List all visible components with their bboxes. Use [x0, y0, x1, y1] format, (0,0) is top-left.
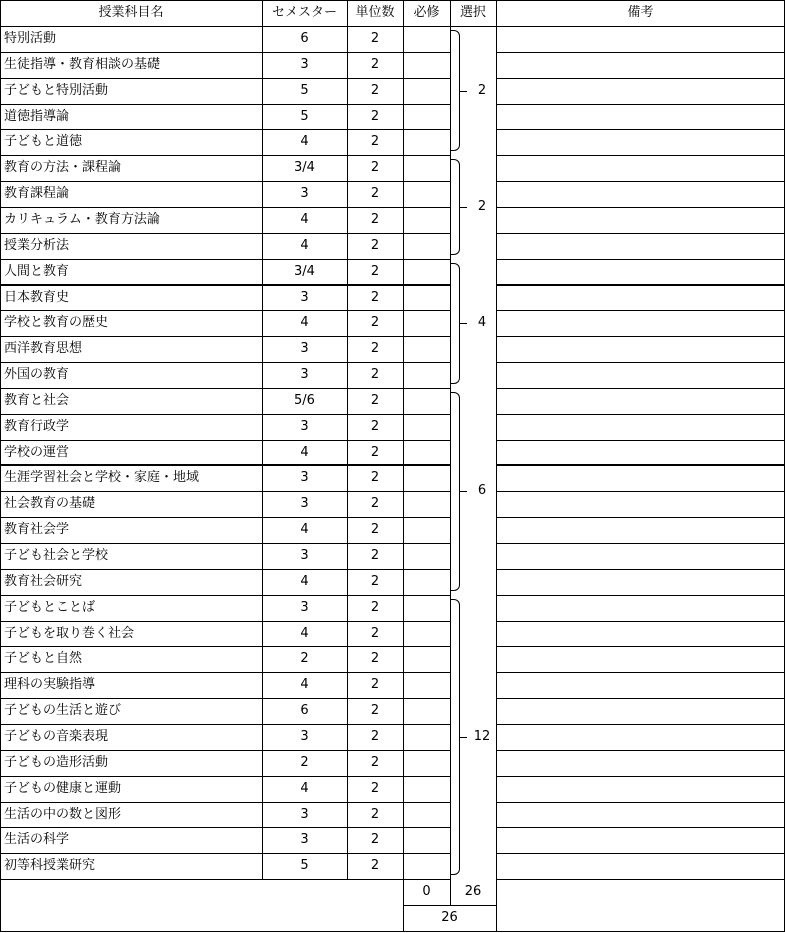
- cell-credits: 2: [370, 754, 380, 770]
- grid-hline: [0, 517, 451, 518]
- cell-semester: 3: [300, 56, 309, 72]
- cell-credits: 2: [370, 289, 380, 305]
- grid-hline: [496, 388, 785, 389]
- grid-hline: [0, 233, 451, 234]
- table-row: [0, 465, 785, 491]
- grid-hline: [496, 517, 785, 518]
- cell-subject: 教育課程論: [4, 186, 70, 202]
- table-row: [0, 310, 785, 336]
- grid-hline: [0, 207, 451, 208]
- group-bracket-tick: [460, 91, 467, 92]
- grid-hline: [0, 310, 451, 311]
- grid-hline: [496, 879, 785, 880]
- grid-hline: [496, 207, 785, 208]
- cell-credits: 2: [370, 392, 380, 408]
- cell-credits: 2: [370, 418, 380, 434]
- cell-semester: 3: [300, 728, 309, 744]
- cell-credits: 2: [370, 444, 380, 460]
- cell-credits: 2: [370, 237, 380, 253]
- group-bracket: [451, 392, 460, 591]
- cell-semester: 4: [300, 315, 309, 331]
- header-remarks: 備考: [627, 5, 654, 20]
- grid-hline: [0, 104, 451, 105]
- group-elective-credits: 12: [473, 728, 491, 744]
- grid-hline: [496, 78, 785, 79]
- table-row: [0, 517, 785, 543]
- grid-hline: [0, 491, 451, 492]
- table-row: [0, 569, 785, 595]
- cell-subject: 教育と社会: [4, 392, 70, 408]
- table-row: [0, 362, 785, 388]
- header-credits: 単位数: [355, 5, 395, 20]
- cell-subject: 学校と教育の歴史: [4, 315, 109, 331]
- cell-subject: 子どもの生活と遊び: [4, 703, 122, 719]
- group-bracket-tick: [460, 491, 467, 492]
- grid-hline: [496, 491, 785, 492]
- cell-credits: 2: [370, 367, 380, 383]
- table-row: [0, 207, 785, 233]
- cell-subject: 子ども社会と学校: [4, 548, 109, 563]
- grid-hline: [0, 464, 451, 466]
- grid-hline: [496, 646, 785, 647]
- cell-credits: 2: [370, 728, 380, 744]
- grid-hline: [496, 155, 785, 156]
- header-semester: セメスター: [271, 5, 337, 20]
- table-row: [0, 802, 785, 828]
- cell-subject: カリキュラム・教育方法論: [4, 211, 160, 227]
- grid-hline: [496, 802, 785, 803]
- table-row: [0, 155, 785, 181]
- cell-subject: 子どもの音楽表現: [4, 728, 109, 744]
- grid-hline: [496, 853, 785, 854]
- cell-credits: 2: [370, 56, 380, 72]
- header-required: 必修: [413, 5, 440, 20]
- cell-semester: 6: [300, 703, 309, 719]
- grid-hline: [0, 827, 451, 828]
- group-elective-credits: 2: [477, 82, 487, 98]
- cell-subject: 特別活動: [4, 31, 57, 46]
- cell-subject: 子どもの健康と運動: [4, 780, 122, 796]
- cell-subject: 生徒指導・教育相談の基礎: [4, 56, 161, 72]
- cell-credits: 2: [370, 134, 380, 150]
- table-row: [0, 104, 785, 130]
- table-row: [0, 129, 785, 155]
- grid-hline: [496, 464, 785, 466]
- table-row: [0, 543, 785, 569]
- grid-hline: [0, 26, 785, 27]
- grid-hline: [496, 362, 785, 363]
- cell-semester: 4: [300, 211, 309, 227]
- table-row: [0, 621, 785, 647]
- grid-hline: [0, 129, 451, 130]
- grid-vline: [0, 0, 1, 932]
- cell-subject: 生涯学習社会と学校・家庭・地域: [4, 470, 200, 486]
- grid-vline: [347, 0, 348, 879]
- group-elective-credits: 6: [477, 483, 487, 499]
- grid-hline: [496, 181, 785, 182]
- cell-credits: 2: [370, 108, 380, 124]
- total-elective: 26: [464, 884, 482, 899]
- table-row: [0, 285, 785, 311]
- cell-credits: 2: [370, 703, 380, 719]
- grid-hline: [0, 569, 451, 570]
- table-row: [0, 750, 785, 776]
- cell-semester: 4: [300, 677, 309, 693]
- cell-subject: 学校の運営: [4, 444, 70, 460]
- grid-hline: [496, 672, 785, 673]
- grid-hline: [496, 595, 785, 596]
- cell-semester: 3/4: [294, 160, 315, 176]
- grid-hline: [0, 724, 451, 725]
- grid-hline: [496, 129, 785, 130]
- cell-subject: 生活の科学: [4, 832, 70, 848]
- grid-hline: [0, 931, 785, 932]
- cell-semester: 3: [300, 496, 309, 512]
- grid-vline: [262, 0, 263, 879]
- table-row: [0, 646, 785, 672]
- cell-credits: 2: [370, 315, 380, 331]
- grid-hline: [496, 621, 785, 622]
- grid-hline: [496, 414, 785, 415]
- grid-hline: [496, 750, 785, 751]
- table-row: [0, 827, 785, 853]
- grid-hline: [0, 0, 785, 1]
- grid-hline: [0, 543, 451, 544]
- grid-hline: [0, 621, 451, 622]
- cell-subject: 初等科授業研究: [4, 858, 96, 874]
- grid-hline: [496, 724, 785, 725]
- grid-hline: [0, 155, 451, 156]
- cell-subject: 人間と教育: [4, 263, 70, 279]
- grid-hline: [0, 646, 451, 647]
- header-subject: 授業科目名: [98, 5, 164, 20]
- grid-hline: [496, 259, 785, 260]
- grid-hline: [0, 414, 451, 415]
- cell-subject: 教育社会学: [4, 522, 70, 538]
- grid-hline: [0, 750, 451, 751]
- grid-hline: [0, 802, 451, 803]
- cell-credits: 2: [370, 522, 380, 538]
- cell-semester: 4: [300, 237, 309, 253]
- cell-semester: 2: [300, 754, 309, 770]
- cell-credits: 2: [370, 677, 380, 693]
- cell-semester: 5: [300, 108, 309, 124]
- cell-credits: 2: [370, 160, 380, 176]
- group-bracket: [451, 30, 460, 151]
- table-row: [0, 78, 785, 104]
- grid-hline: [496, 698, 785, 699]
- cell-semester: 3: [300, 418, 309, 434]
- cell-credits: 2: [370, 832, 380, 848]
- cell-credits: 2: [370, 496, 380, 512]
- grid-hline: [496, 827, 785, 828]
- cell-semester: 3: [300, 832, 309, 848]
- cell-subject: 子どもと自然: [4, 651, 83, 667]
- grid-hline: [496, 284, 785, 286]
- cell-semester: 3: [300, 470, 309, 486]
- grid-hline: [0, 879, 451, 880]
- group-bracket: [451, 263, 460, 384]
- grid-hline: [0, 78, 451, 79]
- cell-semester: 4: [300, 573, 309, 589]
- cell-semester: 5: [300, 858, 309, 874]
- cell-subject: 子どもと特別活動: [4, 82, 109, 98]
- cell-semester: 3: [300, 341, 309, 357]
- grid-vline: [403, 0, 404, 932]
- table-row: [0, 336, 785, 362]
- cell-subject: 授業分析法: [4, 237, 70, 253]
- table-row: [0, 698, 785, 724]
- cell-credits: 2: [370, 211, 380, 227]
- grid-hline: [0, 440, 451, 441]
- cell-subject: 社会教育の基礎: [4, 496, 96, 512]
- table-row: [0, 233, 785, 259]
- cell-subject: 子どもとことば: [4, 599, 96, 615]
- grid-hline: [496, 776, 785, 777]
- table-row: [0, 181, 785, 207]
- cell-subject: 教育の方法・課程論: [4, 160, 122, 176]
- table-row: [0, 853, 785, 879]
- table-row: [0, 440, 785, 466]
- cell-semester: 4: [300, 134, 309, 150]
- total-combined: 26: [441, 910, 458, 925]
- grid-hline: [496, 569, 785, 570]
- grid-hline: [496, 336, 785, 337]
- cell-credits: 2: [370, 263, 380, 279]
- cell-semester: 4: [300, 625, 309, 641]
- grid-hline: [0, 181, 451, 182]
- cell-semester: 3/4: [294, 263, 315, 279]
- header-elective: 選択: [459, 5, 486, 20]
- grid-hline: [496, 543, 785, 544]
- group-bracket: [451, 159, 460, 254]
- table-row: [0, 776, 785, 802]
- group-bracket-tick: [460, 323, 467, 324]
- grid-hline: [0, 698, 451, 699]
- group-bracket-tick: [460, 207, 467, 208]
- cell-credits: 2: [370, 858, 380, 874]
- cell-semester: 3: [300, 548, 309, 563]
- grid-hline: [496, 104, 785, 105]
- cell-semester: 2: [300, 651, 309, 667]
- group-elective-credits: 2: [477, 198, 487, 214]
- cell-credits: 2: [370, 470, 380, 486]
- cell-semester: 3: [300, 599, 309, 615]
- cell-subject: 西洋教育思想: [4, 341, 83, 357]
- cell-subject: 生活の中の数と図形: [4, 806, 122, 822]
- grid-hline: [0, 336, 451, 337]
- cell-subject: 外国の教育: [4, 367, 70, 383]
- cell-semester: 3: [300, 289, 309, 305]
- grid-hline: [496, 52, 785, 53]
- cell-subject: 理科の実験指導: [4, 677, 96, 693]
- group-elective-credits: 4: [477, 315, 487, 331]
- cell-subject: 日本教育史: [4, 289, 70, 305]
- cell-credits: 2: [370, 548, 380, 563]
- grid-hline: [0, 284, 451, 286]
- cell-credits: 2: [370, 599, 380, 615]
- grid-hline: [496, 440, 785, 441]
- cell-credits: 2: [370, 780, 380, 796]
- cell-subject: 子どもを取り巻く社会: [4, 625, 135, 641]
- cell-semester: 3: [300, 186, 309, 202]
- total-required: 0: [422, 884, 431, 899]
- cell-credits: 2: [370, 186, 380, 202]
- grid-hline: [496, 233, 785, 234]
- cell-subject: 子どもと道徳: [4, 134, 83, 150]
- table-row: [0, 595, 785, 621]
- cell-semester: 5: [300, 82, 309, 98]
- table-row: [0, 259, 785, 285]
- grid-hline: [496, 310, 785, 311]
- cell-credits: 2: [370, 806, 380, 822]
- cell-credits: 2: [370, 82, 380, 98]
- cell-credits: 2: [370, 341, 380, 357]
- cell-credits: 2: [370, 651, 380, 667]
- cell-semester: 3: [300, 806, 309, 822]
- cell-semester: 4: [300, 522, 309, 538]
- table-row: [0, 388, 785, 414]
- grid-hline: [0, 776, 451, 777]
- grid-vline: [496, 0, 497, 932]
- table-row: [0, 672, 785, 698]
- table-row: [0, 491, 785, 517]
- cell-credits: 2: [370, 31, 380, 46]
- table-row: [0, 52, 785, 78]
- grid-hline: [0, 672, 451, 673]
- grid-hline: [0, 362, 451, 363]
- cell-subject: 教育行政学: [4, 418, 70, 434]
- grid-hline: [0, 52, 451, 53]
- cell-semester: 5/6: [294, 392, 315, 408]
- cell-credits: 2: [370, 573, 380, 589]
- group-bracket: [451, 599, 460, 875]
- table-row: [0, 26, 785, 52]
- cell-subject: 子どもの造形活動: [4, 754, 109, 770]
- table-row: [0, 724, 785, 750]
- cell-semester: 6: [300, 31, 309, 46]
- grid-hline: [0, 259, 451, 260]
- grid-hline: [0, 595, 451, 596]
- cell-subject: 教育社会研究: [4, 573, 83, 589]
- group-bracket-tick: [460, 737, 467, 738]
- cell-credits: 2: [370, 625, 380, 641]
- cell-semester: 4: [300, 444, 309, 460]
- cell-semester: 3: [300, 367, 309, 383]
- grid-hline: [0, 388, 451, 389]
- table-row: [0, 414, 785, 440]
- cell-subject: 道徳指導論: [4, 108, 70, 124]
- cell-semester: 4: [300, 780, 309, 796]
- grid-hline: [0, 853, 451, 854]
